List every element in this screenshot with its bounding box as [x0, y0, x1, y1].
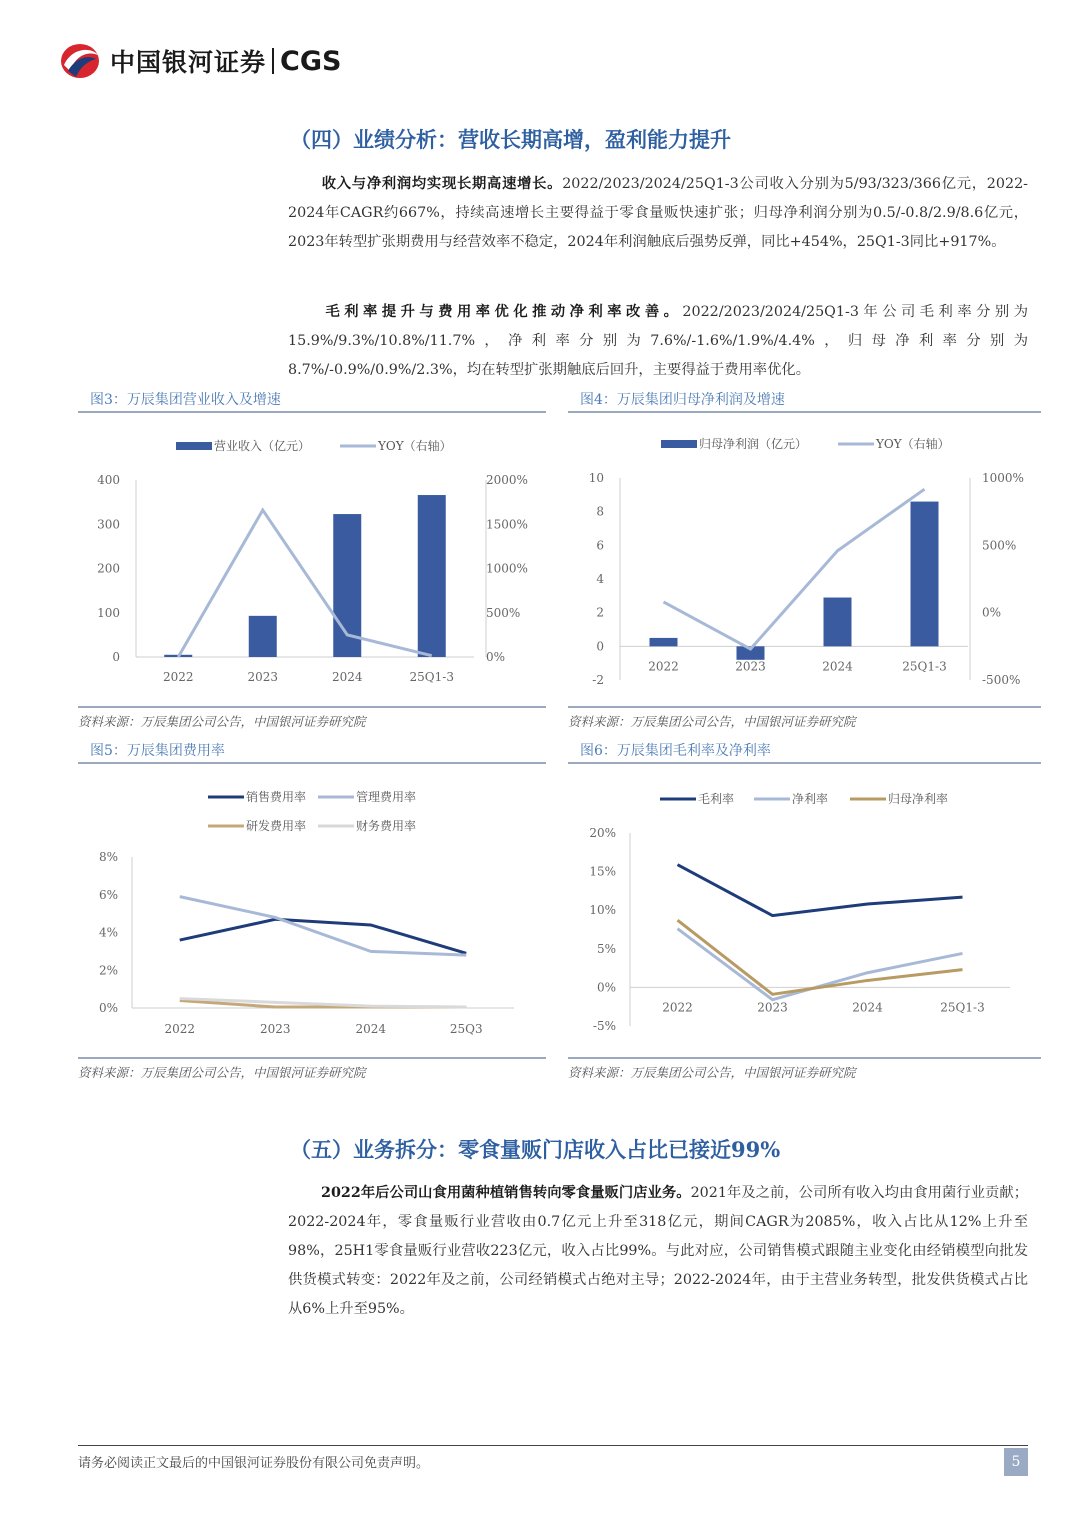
section-5-paragraph-1	[288, 1179, 1028, 1324]
fig4-category-label: 25Q1-3	[902, 659, 947, 674]
fig3-title: 图3：万辰集团营业收入及增速	[90, 392, 281, 408]
fig5-y-tick: 2%	[98, 963, 118, 978]
fig5-y-tick: 4%	[98, 925, 118, 940]
fig3-legend-bar-label: 营业收入（亿元）	[214, 439, 311, 453]
p1-lead: 收入与净利润均实现长期高速增长。	[321, 176, 563, 192]
p1-body: 2022/2023/2024/25Q1-3公司收入分别为5/93/323/366亿元，2022-2024年CAGR约667%，持续高速增长主要得益于零食量贩快速扩张；归母净利润分别为0.5/-0.8/2.9/8.6亿元，2023年转型扩张期费用与经营效率不稳定，2024年利润触底后强势反弹，同比+454%，25Q1-3同比+917%。	[288, 176, 1028, 250]
fig3-chart	[78, 414, 546, 706]
fig6-legend	[660, 791, 948, 806]
fig4-yleft-tick: 4	[596, 572, 604, 586]
fig4-title: 图4：万辰集团归母净利润及增速	[580, 392, 785, 408]
fig5-series-line-1	[180, 897, 467, 956]
brand-logo	[58, 38, 358, 84]
fig4-bar	[911, 502, 939, 647]
fig3-category-label: 2022	[162, 670, 194, 684]
s5-p1-body: 2021年及之前，公司所有收入均由食用菌行业贡献；2022-2024年，零食量贩行业营收由0.7亿元上升至318亿元，期间CAGR为2085%，收入占比从12%上升至98%，25H1零食量贩行业营收223亿元，收入占比99%。与此对应，公司销售模式跟随主业变化由经销模型向批发供货模式转变：2022年及之前，公司经销模式占绝对主导；2022-2024年，由于主营业务转型，批发供货模式占比从6%上升至95%。	[288, 1185, 1028, 1317]
brand-name: 中国银河证券	[110, 48, 267, 77]
fig4-category-label: 2022	[648, 659, 679, 674]
fig5-legend	[208, 789, 416, 833]
fig3-yoy-line	[178, 510, 432, 657]
fig5-category-label: 25Q3	[449, 1022, 483, 1036]
fig6-series-line-2	[678, 920, 963, 994]
fig4-category-label: 2023	[735, 659, 766, 674]
p2-lead: 毛利率提升与费用率优化推动净利率改善。	[321, 304, 683, 320]
footer-rule	[78, 1445, 1028, 1446]
section-4-title: （四）业绩分析：营收长期高增，盈利能力提升	[290, 127, 731, 152]
fig6-y-tick: 10%	[589, 903, 616, 918]
fig6-y-tick: 5%	[596, 941, 616, 956]
page-number: 5	[1004, 1448, 1028, 1476]
fig4-top-rule	[568, 411, 1041, 413]
fig4-bar	[824, 598, 852, 647]
fig4-yright-tick: 1000%	[982, 471, 1024, 485]
fig5-bottom-rule	[78, 1057, 546, 1059]
fig6-series-line-0	[678, 865, 963, 916]
footer-disclaimer: 请务必阅读正文最后的中国银河证券股份有限公司免责声明。	[78, 1456, 430, 1471]
brand-divider	[272, 48, 274, 74]
fig5-chart	[78, 765, 546, 1057]
fig5-legend-label-0: 销售费用率	[246, 790, 307, 804]
fig5-legend-label-1: 管理费用率	[356, 790, 417, 804]
fig6-y-tick: 20%	[589, 826, 616, 840]
fig4-legend-bar-label: 归母净利润（亿元）	[699, 437, 808, 451]
fig5-category-label: 2024	[355, 1022, 387, 1036]
fig4-source: 资料来源：万辰集团公司公告，中国银河证券研究院	[568, 714, 856, 729]
fig4-bar	[650, 638, 678, 646]
fig4-yleft-tick: 10	[588, 471, 604, 485]
fig3-yleft-tick: 400	[97, 473, 120, 487]
fig6-category-label: 2023	[757, 1000, 788, 1015]
fig6-bottom-rule	[568, 1057, 1041, 1059]
fig3-yleft-tick: 300	[97, 517, 120, 532]
fig3-bar	[418, 495, 446, 657]
fig4-yright-tick: -500%	[982, 673, 1021, 687]
fig5-source: 资料来源：万辰集团公司公告，中国银河证券研究院	[78, 1065, 366, 1080]
section-4-paragraph-1	[288, 170, 1028, 257]
fig4-category-label: 2024	[822, 659, 853, 674]
fig6-legend-label-0: 毛利率	[698, 792, 735, 806]
fig3-yleft-tick: 100	[97, 605, 120, 620]
fig6-title: 图6：万辰集团毛利率及净利率	[580, 743, 771, 759]
p2-body: 2022/2023/2024/25Q1-3年公司毛利率分别为15.9%/9.3%/10.8%/11.7%，净利率分别为7.6%/-1.6%/1.9%/4.4%，归母净利率分别为8.7%/-0.9%/0.9%/2.3%，均在转型扩张期触底后回升，主要得益于费用率优化。	[288, 304, 1028, 378]
fig6-series-line-1	[678, 929, 963, 1000]
fig6-y-tick: -5%	[592, 1019, 616, 1033]
fig5-top-rule	[78, 762, 546, 764]
brand-name-en: CGS	[280, 45, 342, 77]
fig3-yright-tick: 1000%	[486, 561, 528, 576]
fig6-legend-label-1: 净利率	[792, 792, 829, 806]
fig5-legend-label-3: 财务费用率	[356, 819, 417, 833]
fig5-title: 图5：万辰集团费用率	[90, 743, 225, 759]
fig3-yleft-tick: 0	[112, 650, 120, 664]
section-5-title: （五）业务拆分：零食量贩门店收入占比已接近99%	[290, 1137, 781, 1162]
fig5-y-tick: 6%	[98, 887, 118, 902]
fig4-chart	[568, 414, 1041, 706]
fig3-legend-bar-swatch	[176, 442, 212, 450]
fig4-yleft-tick: 6	[596, 538, 604, 553]
fig5-category-label: 2022	[164, 1022, 196, 1036]
fig6-top-rule	[568, 762, 1041, 764]
fig3-category-label: 2024	[331, 670, 363, 684]
fig4-yright-tick: 500%	[982, 538, 1017, 553]
fig5-category-label: 2023	[259, 1022, 291, 1036]
fig6-y-tick: 15%	[589, 864, 616, 879]
fig5-legend-label-2: 研发费用率	[246, 819, 307, 833]
fig3-top-rule	[78, 411, 546, 413]
fig6-category-label: 2022	[662, 1000, 693, 1015]
s5-p1-lead: 2022年后公司山食用菌种植销售转向零食量贩门店业务。	[321, 1185, 691, 1201]
section-4-paragraph-2	[288, 298, 1028, 385]
fig3-yleft-tick: 200	[97, 561, 120, 576]
fig4-legend-line-label: YOY（右轴）	[876, 437, 950, 451]
fig3-category-label: 2023	[247, 670, 279, 684]
fig4-yleft-tick: -2	[592, 673, 604, 687]
fig6-source: 资料来源：万辰集团公司公告，中国银河证券研究院	[568, 1065, 856, 1080]
fig4-legend-bar-swatch	[661, 440, 697, 448]
fig4-yleft-tick: 8	[596, 504, 604, 519]
fig3-yright-tick: 0%	[486, 650, 506, 664]
fig3-category-label: 25Q1-3	[409, 670, 454, 684]
fig3-legend-line-label: YOY（右轴）	[378, 439, 452, 453]
fig6-category-label: 25Q1-3	[940, 1000, 985, 1015]
fig6-chart	[568, 765, 1041, 1057]
fig3-source: 资料来源：万辰集团公司公告，中国银河证券研究院	[78, 714, 366, 729]
fig6-legend-label-2: 归母净利率	[888, 792, 949, 806]
fig3-legend	[176, 438, 452, 453]
fig4-yleft-tick: 0	[596, 639, 604, 654]
fig4-yright-tick: 0%	[982, 605, 1002, 620]
cgs-logo-icon	[58, 41, 102, 81]
fig4-yoy-line	[664, 489, 925, 649]
fig5-y-tick: 8%	[98, 850, 118, 864]
fig4-yleft-tick: 2	[596, 605, 604, 620]
fig3-yright-tick: 2000%	[486, 473, 528, 487]
fig6-y-tick: 0%	[596, 980, 616, 995]
fig6-category-label: 2024	[852, 1000, 883, 1015]
fig4-legend	[661, 436, 950, 451]
fig4-bottom-rule	[568, 706, 1041, 708]
fig3-yright-tick: 1500%	[486, 517, 528, 532]
fig5-series-line-0	[180, 919, 467, 953]
fig3-bottom-rule	[78, 706, 546, 708]
fig5-y-tick: 0%	[98, 1001, 118, 1015]
fig3-yright-tick: 500%	[486, 605, 521, 620]
fig3-bar	[249, 616, 277, 657]
